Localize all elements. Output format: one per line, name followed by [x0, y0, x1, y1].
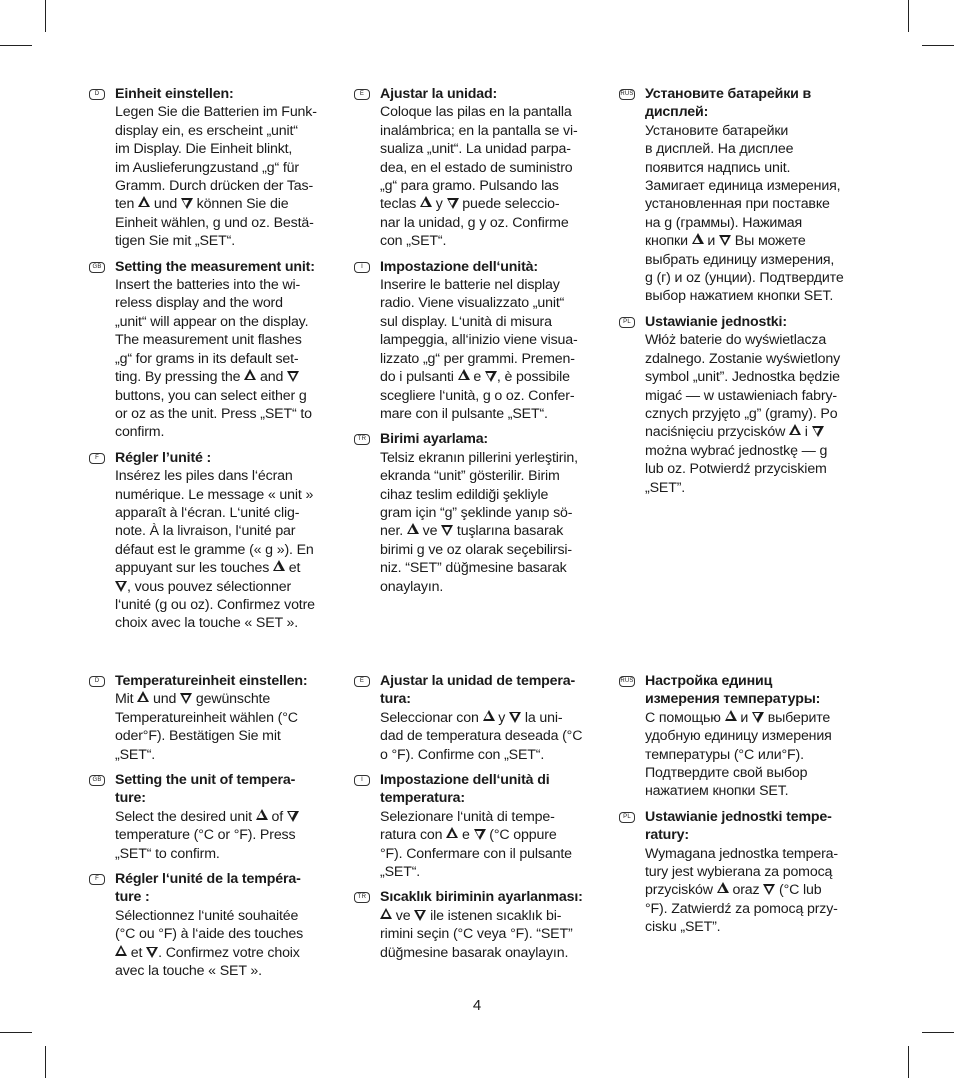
language-badge: E — [354, 676, 370, 687]
section-content — [380, 672, 604, 764]
instruction-section-d — [89, 85, 339, 251]
language-badge: E — [354, 89, 370, 100]
down-triangle-icon — [509, 712, 521, 723]
down-triangle-icon — [485, 371, 497, 382]
section-heading: Sıcaklık biriminin ayarlanması: — [380, 889, 583, 906]
down-triangle-icon — [146, 947, 158, 958]
down-triangle-icon — [180, 693, 192, 704]
language-badge: F — [89, 453, 105, 464]
up-triangle-icon — [244, 369, 256, 380]
section-heading: Setting the measurement unit: — [115, 258, 315, 275]
section-body: С помощью и выберите удобную единицу измерения температуры (°С или°F). Подтвердите свой выбор нажатием кнопки SET. — [645, 709, 832, 800]
language-badge: I — [354, 775, 370, 786]
up-triangle-icon — [789, 424, 801, 435]
section-body: Wymagana jednostka tempera- tury jest wybierana za pomocą przycisków oraz (°C lub °F). Zatwierdź za pomocą przy- cisku „SET”. — [645, 845, 838, 936]
section-content — [115, 449, 339, 633]
down-triangle-icon — [719, 235, 731, 246]
instruction-section-tr — [354, 888, 604, 962]
section-body: Coloque las pilas en la pantalla inalámbrica; en la pantalla se vi- sualiza „unit“. La unidad parpa- dea, en el estado de suministro „g“ para gramo. Pulsando las teclas y puede seleccio- nar la unidad, g y oz. Confirme con „SET“. — [380, 104, 578, 250]
crop-mark — [908, 0, 909, 32]
up-triangle-icon — [273, 560, 285, 571]
down-triangle-icon — [763, 884, 775, 895]
instruction-section-e — [354, 672, 604, 764]
section-heading: Ajustar la unidad de tempera- tura: — [380, 673, 576, 708]
down-triangle-icon — [115, 581, 127, 592]
up-triangle-icon — [380, 908, 392, 919]
instruction-section-i — [354, 258, 604, 424]
crop-mark — [45, 0, 46, 32]
down-triangle-icon — [752, 712, 764, 723]
section-heading: Ustawianie jednostki: — [645, 313, 787, 330]
section-heading: Установите батарейки в дисплей: — [645, 86, 812, 121]
column-top-right — [619, 85, 867, 504]
down-triangle-icon — [287, 811, 299, 822]
instruction-section-f — [89, 449, 339, 633]
instruction-section-gb — [89, 258, 339, 442]
down-triangle-icon — [812, 426, 824, 437]
up-triangle-icon — [483, 710, 495, 721]
up-triangle-icon — [407, 523, 419, 534]
up-triangle-icon — [725, 710, 737, 721]
up-triangle-icon — [256, 809, 268, 820]
section-body: Telsiz ekranın pillerini yerleştirin, ekranda “unit” gösterilir. Birim cihaz teslim edildiği şekliyle gram için “g” şeklinde yanıp sö- ner. ve tuşlarına basarak birimi g ve oz olarak seçebilirsi- niz. “SET” düğmesine basarak onaylayın. — [380, 449, 578, 595]
section-content — [380, 430, 604, 596]
section-body: Włóż baterie do wyświetlacza zdalnego. Zostanie wyświetlony symbol „unit”. Jednostka będzie migać — w ustawieniach fabry- cznych przyjęto „g” (gramy). Po naciśnięciu przycisków i można wybrać jednostkę — g lub oz. Potwierdź przyciskiem „SET”. — [645, 332, 841, 496]
section-content — [115, 85, 339, 251]
section-body: Seleccionar con y la uni- dad de temperatura deseada (°C o °F). Confirme con „SET“. — [380, 709, 583, 763]
down-triangle-icon — [441, 525, 453, 536]
section-content — [645, 313, 867, 497]
language-badge: F — [89, 874, 105, 885]
language-badge: GB — [89, 262, 105, 273]
section-body: Insérez les piles dans l‘écran numérique. Le message « unit » apparaît à l‘écran. L‘unité clig- note. À la livraison, l‘unité par défaut est le gramme (« g »). En appuyant sur les touches et , vous pouvez sélectionner l‘unité (g ou oz). Confirmez votre choix avec la touche « SET ». — [115, 468, 315, 632]
column-bottom-right — [619, 672, 867, 944]
instruction-section-e — [354, 85, 604, 251]
instruction-section-tr — [354, 430, 604, 596]
section-content — [115, 258, 339, 442]
section-body: Insert the batteries into the wi- reless display and the word „unit“ will appear on the display. The measurement unit flashes „g“ for grams in its default set- ting. By pressing the and buttons, you can select either g or oz as the unit. Press „SET“ to confirm. — [115, 277, 312, 441]
instruction-section-pl — [619, 808, 867, 937]
section-heading: Setting the unit of tempera- ture: — [115, 772, 296, 807]
section-body: Selezionare l‘unità di tempe- ratura con e (°C oppure °F). Confermare con il pulsante „SET“. — [380, 808, 572, 881]
language-badge: RUS — [619, 89, 635, 100]
section-heading: Einheit einstellen: — [115, 86, 234, 102]
crop-mark — [922, 45, 954, 46]
column-bottom-middle — [354, 672, 604, 969]
section-body: Legen Sie die Batterien im Funk- display ein, es erscheint „unit“ im Display. Die Einheit blinkt, im Auslieferungzustand „g“ für Gramm. Durch drücken der Tas- ten und können Sie die Einheit wählen, g und oz. Bestä- tigen Sie mit „SET“. — [115, 104, 317, 250]
page-number: 4 — [472, 997, 482, 1014]
up-triangle-icon — [717, 882, 729, 893]
section-content — [115, 870, 339, 980]
section-content — [380, 258, 604, 424]
section-content — [380, 85, 604, 251]
language-badge: D — [89, 89, 105, 100]
section-body: Select the desired unit of temperature (°C or °F). Press „SET“ to confirm. — [115, 808, 339, 863]
section-heading: Настройка единиц измерения температуры: — [645, 673, 821, 708]
section-content — [645, 808, 867, 937]
up-triangle-icon — [446, 827, 458, 838]
down-triangle-icon — [287, 371, 299, 382]
crop-mark — [0, 1032, 32, 1033]
section-content — [380, 888, 604, 962]
section-content — [380, 771, 604, 881]
crop-mark — [45, 1046, 46, 1078]
column-bottom-left — [89, 672, 339, 988]
language-badge: I — [354, 262, 370, 273]
section-heading: Régler l’unité : — [115, 449, 212, 466]
down-triangle-icon — [181, 198, 193, 209]
up-triangle-icon — [692, 233, 704, 244]
section-body: Sélectionnez l‘unité souhaitée (°C ou °F) à l‘aide des touches et . Confirmez votre choix avec la touche « SET ». — [115, 907, 304, 980]
instruction-section-gb — [89, 771, 339, 863]
section-content — [115, 771, 339, 863]
section-content — [645, 85, 867, 306]
crop-mark — [0, 45, 32, 46]
column-top-left — [89, 85, 339, 640]
instruction-section-i — [354, 771, 604, 881]
section-heading: Impostazione dell‘unità di temperatura: — [380, 772, 550, 807]
instruction-section-rus — [619, 85, 867, 306]
section-heading: Temperatureinheit einstellen: — [115, 673, 308, 689]
language-badge: D — [89, 676, 105, 687]
down-triangle-icon — [447, 198, 459, 209]
instruction-section-d — [89, 672, 339, 764]
section-content — [115, 672, 339, 764]
language-badge: TR — [354, 434, 370, 445]
column-top-middle — [354, 85, 604, 603]
down-triangle-icon — [414, 910, 426, 921]
section-content — [645, 672, 867, 801]
up-triangle-icon — [138, 196, 150, 207]
up-triangle-icon — [115, 945, 127, 956]
crop-mark — [922, 1032, 954, 1033]
language-badge: TR — [354, 892, 370, 903]
language-badge: GB — [89, 775, 105, 786]
language-badge: PL — [619, 317, 635, 328]
section-heading: Impostazione dell‘unità: — [380, 258, 538, 275]
up-triangle-icon — [458, 369, 470, 380]
crop-mark — [908, 1046, 909, 1078]
section-body: Inserire le batterie nel display radio. Viene visualizzato „unit“ sul display. L‘unità di misura lampeggia, all‘inizio viene visua- lizzato „g“ per grammi. Premen- do i pulsanti e , è possibile scegliere l‘unità, g o oz. Confer- mare con il pulsante „SET“. — [380, 277, 578, 422]
section-body: Установите батарейки в дисплей. На дисплее появится надпись unit. Замигает единица измерения, установленная при поставке на g (граммы). Нажимая кнопки и Вы можете выбрать единицу измерения, g (г) и oz (унции). Подтвердите выбор нажатием кнопки SET. — [645, 122, 844, 305]
language-badge: RUS — [619, 676, 635, 687]
section-heading: Ajustar la unidad: — [380, 86, 498, 102]
instruction-section-f — [89, 870, 339, 980]
instruction-section-rus — [619, 672, 867, 801]
section-heading: Birimi ayarlama: — [380, 431, 489, 448]
up-triangle-icon — [137, 691, 149, 702]
up-triangle-icon — [420, 196, 432, 207]
section-heading: Ustawianie jednostki tempe- ratury: — [645, 808, 832, 844]
instruction-section-pl — [619, 313, 867, 497]
section-body: ve ile istenen sıcaklık bi- rimini seçin (°C veya °F). “SET” düğmesine basarak onaylayın. — [380, 907, 573, 961]
section-body: Mit und gewünschte Temperatureinheit wählen (°C oder°F). Bestätigen Sie mit „SET“. — [115, 691, 298, 763]
language-badge: PL — [619, 812, 635, 823]
section-heading: Régler l‘unité de la tempéra- ture : — [115, 871, 301, 906]
down-triangle-icon — [474, 829, 486, 840]
